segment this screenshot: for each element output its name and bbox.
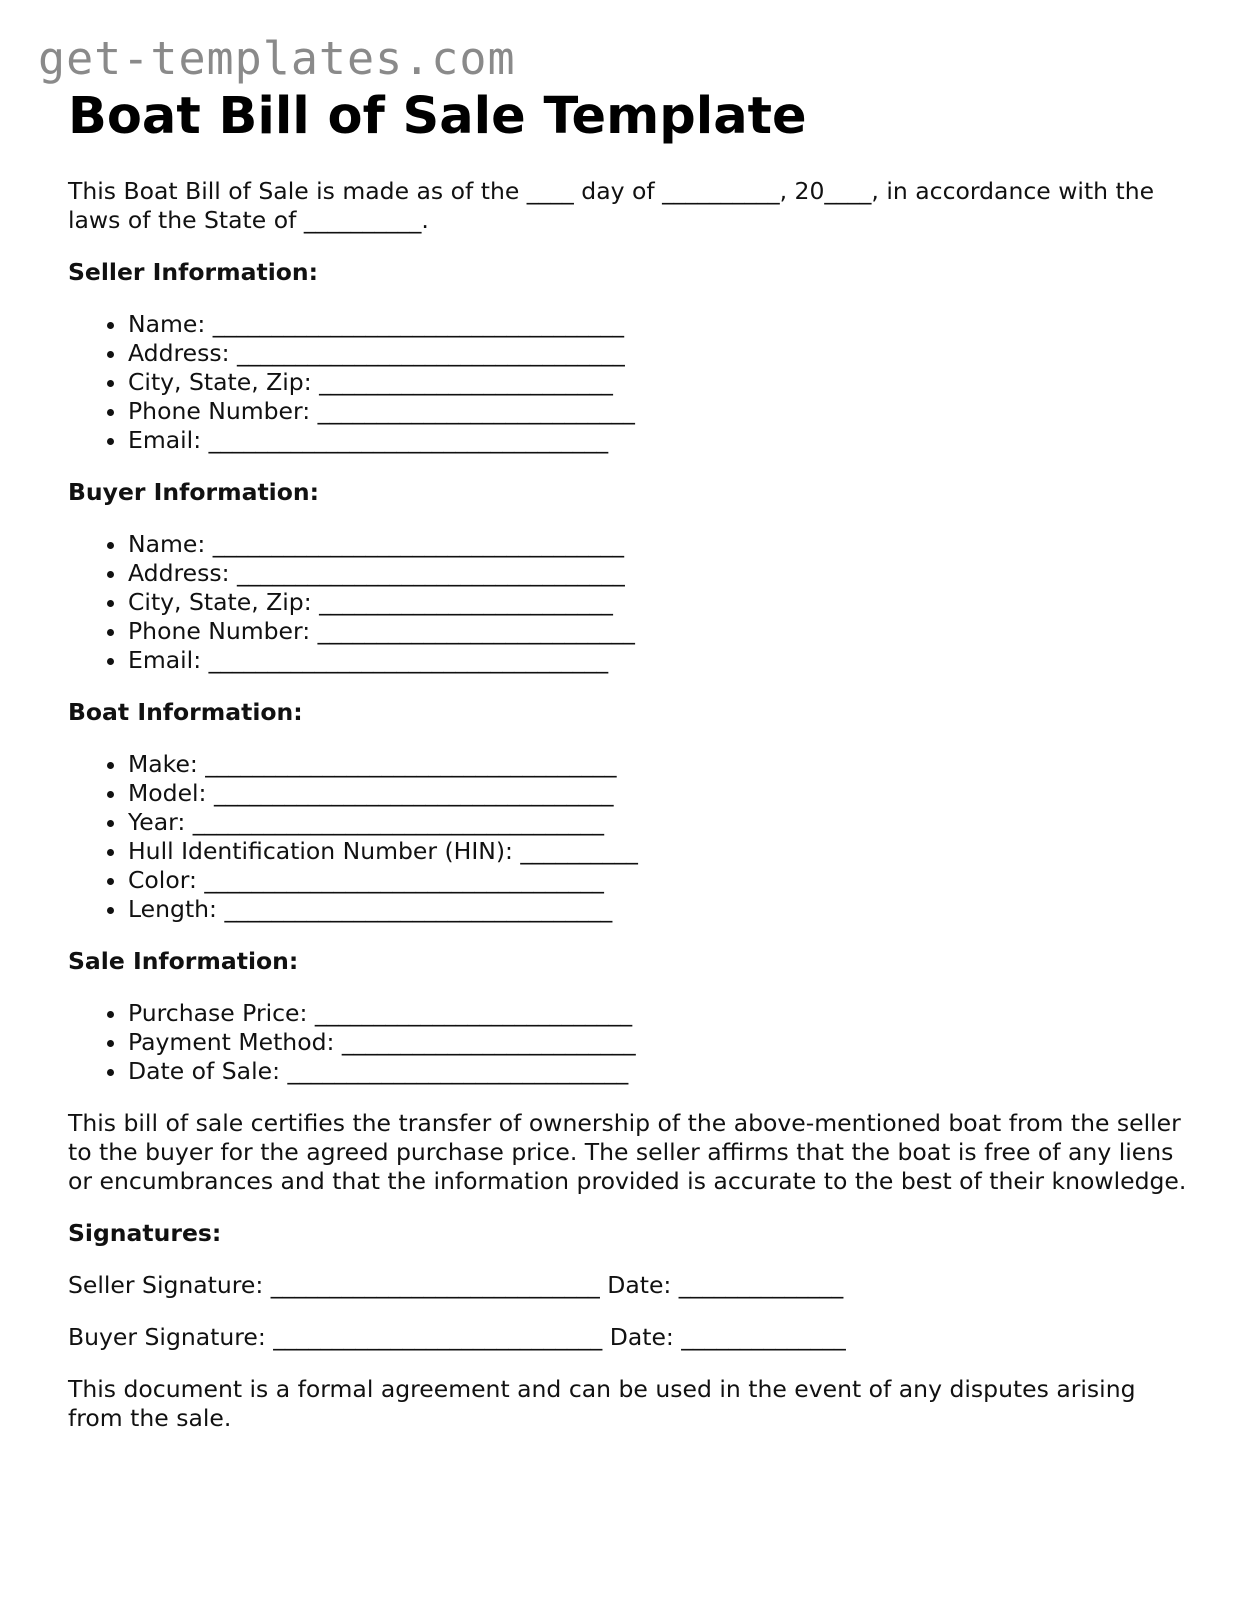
sale-date-field: • Date of Sale: _____________________________ [128,1057,1188,1086]
buyer-email-field: • Email: __________________________________ [128,646,1188,675]
buyer-phone-field: • Phone Number: ___________________________ [128,617,1188,646]
sale-field-list [68,999,1188,1086]
boat-make-field: • Make: ___________________________________ [128,750,1188,779]
closing-paragraph: This document is a formal agreement and can be used in the event of any disputes arising from the sale. [68,1375,1136,1433]
buyer-field-list [68,530,1188,675]
boat-color-field: • Color: __________________________________ [128,866,1188,895]
sale-payment-method-field: • Payment Method: _________________________ [128,1028,1188,1057]
sale-heading: Sale Information: [68,947,299,976]
seller-signature-line: Seller Signature: ____________________________ Date: ______________ [68,1271,844,1300]
document-title: Boat Bill of Sale Template [68,87,807,146]
seller-phone-field: • Phone Number: ___________________________ [128,397,1188,426]
boat-field-list [68,750,1188,924]
buyer-address-field: • Address: _________________________________ [128,559,1188,588]
boat-length-field: • Length: _________________________________ [128,895,1188,924]
seller-name-field: • Name: ___________________________________ [128,310,1188,339]
sale-price-field: • Purchase Price: ___________________________ [128,999,1188,1028]
seller-address-field: • Address: _________________________________ [128,339,1188,368]
watermark-logo: get-templates.com [38,32,516,85]
buyer-signature-line: Buyer Signature: ____________________________ Date: ______________ [68,1323,846,1352]
seller-city-state-zip-field: • City, State, Zip: _________________________ [128,368,1188,397]
seller-email-field: • Email: __________________________________ [128,426,1188,455]
boat-hin-field: • Hull Identification Number (HIN): __________ [128,837,1188,866]
boat-heading: Boat Information: [68,698,303,727]
boat-year-field: • Year: ___________________________________ [128,808,1188,837]
buyer-city-state-zip-field: • City, State, Zip: _________________________ [128,588,1188,617]
buyer-name-field: • Name: ___________________________________ [128,530,1188,559]
signatures-heading: Signatures: [68,1219,222,1248]
boat-model-field: • Model: __________________________________ [128,779,1188,808]
buyer-heading: Buyer Information: [68,478,320,507]
seller-field-list [68,310,1188,455]
certification-paragraph: This bill of sale certifies the transfer of ownership of the above-mentioned boat from the seller to the buyer for the agreed purchase price. The seller affirms that the boat is free of any liens or encumbrances and that the information provided is accurate to the best of their knowledge. [68,1109,1187,1196]
seller-heading: Seller Information: [68,258,319,287]
intro-paragraph: This Boat Bill of Sale is made as of the ____ day of __________, 20____, in accordance with the laws of the State of __________. [68,177,1155,235]
document-page [68,86,1188,1433]
